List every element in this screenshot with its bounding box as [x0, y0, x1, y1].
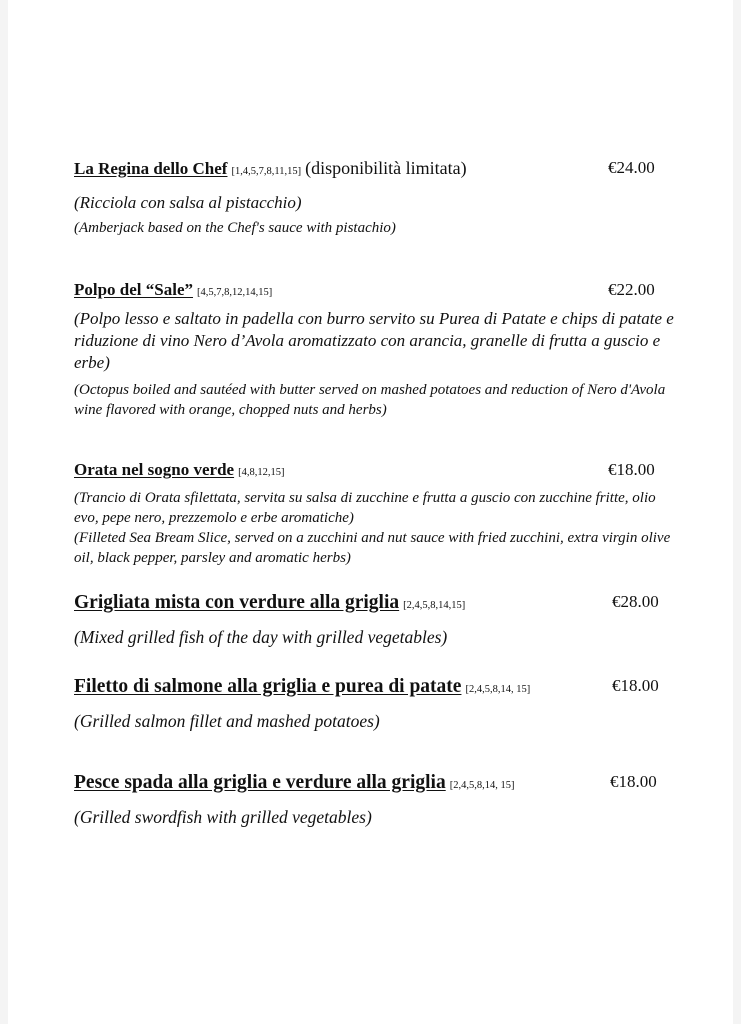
- menu-item: [74, 592, 674, 648]
- dish-name: Orata nel sogno verde: [74, 460, 235, 479]
- dish-name: Pesce spada alla griglia e verdure alla griglia: [74, 772, 446, 793]
- dish-price: €24.00: [608, 158, 655, 177]
- menu-item: [74, 772, 674, 828]
- dish-description-en: (Mixed grilled fish of the day with grilled vegetables): [74, 627, 448, 647]
- dish-description-it: (Ricciola con salsa al pistacchio): [74, 193, 302, 212]
- menu-item: [74, 676, 674, 732]
- menu-item: [74, 280, 674, 420]
- allergen-codes: [1,4,5,7,8,11,15]: [231, 166, 302, 177]
- dish-name: Polpo del “Sale”: [74, 280, 194, 299]
- dish-price: €18.00: [608, 460, 655, 479]
- dish-price: €18.00: [610, 772, 657, 791]
- dish-price: €28.00: [612, 592, 659, 611]
- dish-description-en: (Filleted Sea Bream Slice, served on a zucchini and nut sauce with fried zucchini, extra virgin olive oil, black pepper, parsley and aromatic herbs): [74, 530, 671, 566]
- dish-description-en: (Amberjack based on the Chef's sauce with pistachio): [74, 220, 396, 236]
- allergen-codes: [4,8,12,15]: [238, 467, 285, 478]
- dish-name: Grigliata mista con verdure alla griglia: [74, 592, 400, 613]
- dish-price: €22.00: [608, 280, 655, 299]
- dish-description-en: (Grilled swordfish with grilled vegetables): [74, 807, 372, 827]
- menu-item: [74, 158, 674, 238]
- allergen-codes: [4,5,7,8,12,14,15]: [197, 287, 273, 298]
- dish-description-en: (Grilled salmon fillet and mashed potatoes): [74, 711, 380, 731]
- dish-description-it: (Trancio di Orata sfilettata, servita su salsa di zucchine e frutta a guscio con zucchine fritte, olio evo, pepe nero, prezzemolo e erbe aromatiche): [74, 490, 656, 526]
- allergen-codes: [2,4,5,8,14, 15]: [449, 780, 515, 791]
- dish-price: €18.00: [612, 676, 659, 695]
- dish-name: La Regina dello Chef: [74, 159, 228, 178]
- dish-name: Filetto di salmone alla griglia e purea di patate: [74, 676, 462, 697]
- availability-note: (disponibilità limitata): [305, 158, 467, 178]
- allergen-codes: [2,4,5,8,14, 15]: [465, 684, 531, 695]
- menu-item: [74, 460, 674, 568]
- dish-description-en: (Octopus boiled and sautéed with butter served on mashed potatoes and reduction of Nero d'Avola wine flavored with orange, chopped nuts and herbs): [74, 382, 666, 418]
- dish-description-it: (Polpo lesso e saltato in padella con burro servito su Purea di Patate e chips di patate e riduzione di vino Nero d’Avola aromatizzato con arancia, granelle di frutta a guscio e erbe): [74, 309, 674, 372]
- allergen-codes: [2,4,5,8,14,15]: [403, 600, 466, 611]
